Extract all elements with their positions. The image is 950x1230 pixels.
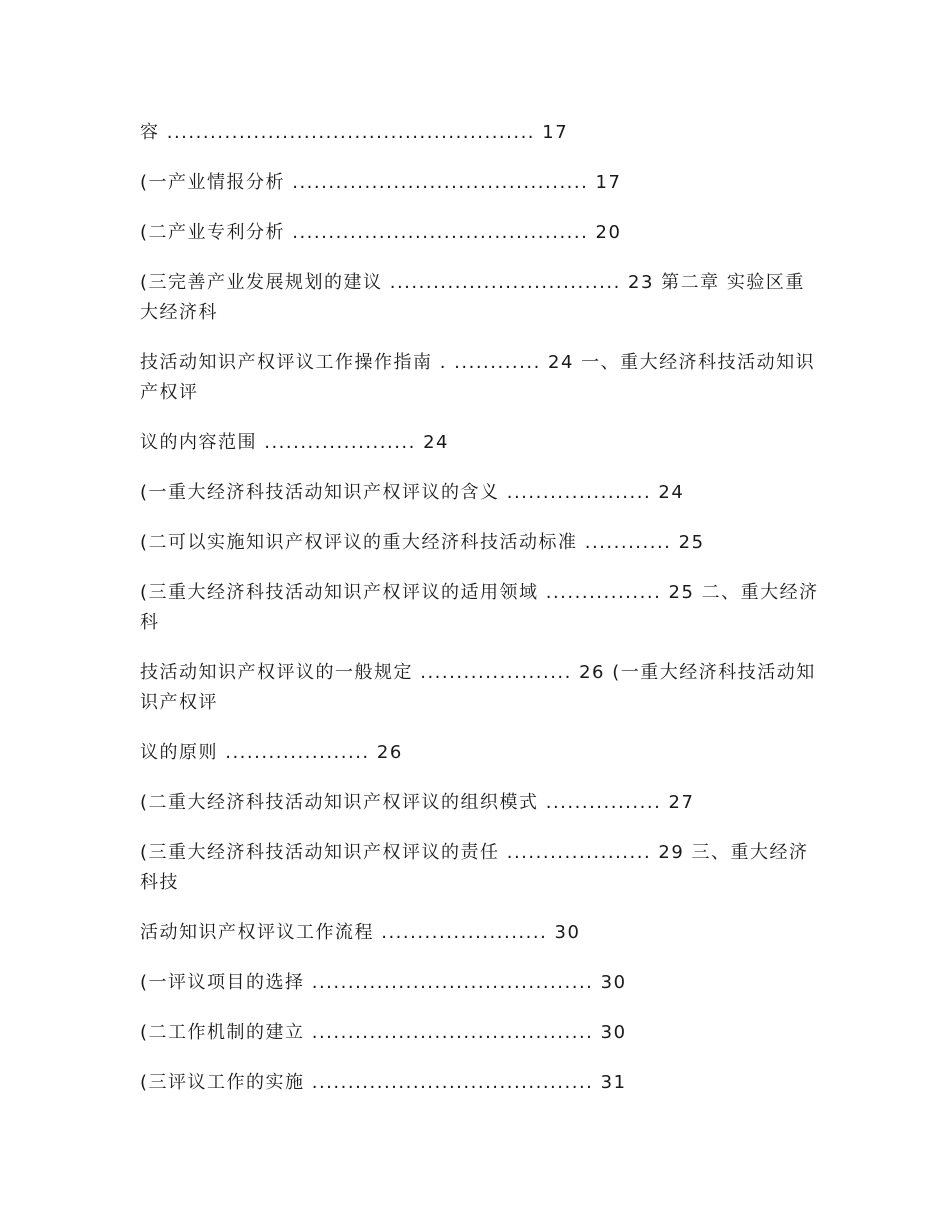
toc-entry: (二工作机制的建立 ....................................... 30 <box>140 1022 627 1043</box>
table-of-contents <box>140 118 820 1098</box>
toc-entry: (三完善产业发展规划的建议 ................................ 23 第二章 实验区重大经济科 <box>140 272 805 323</box>
toc-entry: (一重大经济科技活动知识产权评议的含义 .................... 24 <box>140 482 685 503</box>
toc-entry: 议的原则 .................... 26 <box>140 742 403 763</box>
toc-entry: (三重大经济科技活动知识产权评议的责任 .................... 29 三、重大经济科技 <box>140 842 809 893</box>
toc-entry: (二可以实施知识产权评议的重大经济科技活动标准 ............ 25 <box>140 532 705 553</box>
toc-entry: 活动知识产权评议工作流程 ....................... 30 <box>140 922 581 943</box>
toc-entry: 容 ................................................... 17 <box>140 122 569 143</box>
toc-entry: (二产业专利分析 ......................................... 20 <box>140 222 622 243</box>
toc-entry: 议的内容范围 ..................... 24 <box>140 432 450 453</box>
toc-entry: (一产业情报分析 ......................................... 17 <box>140 172 622 193</box>
toc-entry: (三评议工作的实施 ....................................... 31 <box>140 1072 627 1093</box>
toc-entry: 技活动知识产权评议的一般规定 ..................... 26 (一重大经济科技活动知识产权评 <box>140 662 816 713</box>
toc-entry: (二重大经济科技活动知识产权评议的组织模式 ................ 27 <box>140 792 695 813</box>
toc-entry: (一评议项目的选择 ....................................... 30 <box>140 972 627 993</box>
toc-entry: 技活动知识产权评议工作操作指南 . ............ 24 一、重大经济科技活动知识产权评 <box>140 352 816 403</box>
toc-entry: (三重大经济科技活动知识产权评议的适用领域 ................ 25 二、重大经济科 <box>140 582 819 633</box>
